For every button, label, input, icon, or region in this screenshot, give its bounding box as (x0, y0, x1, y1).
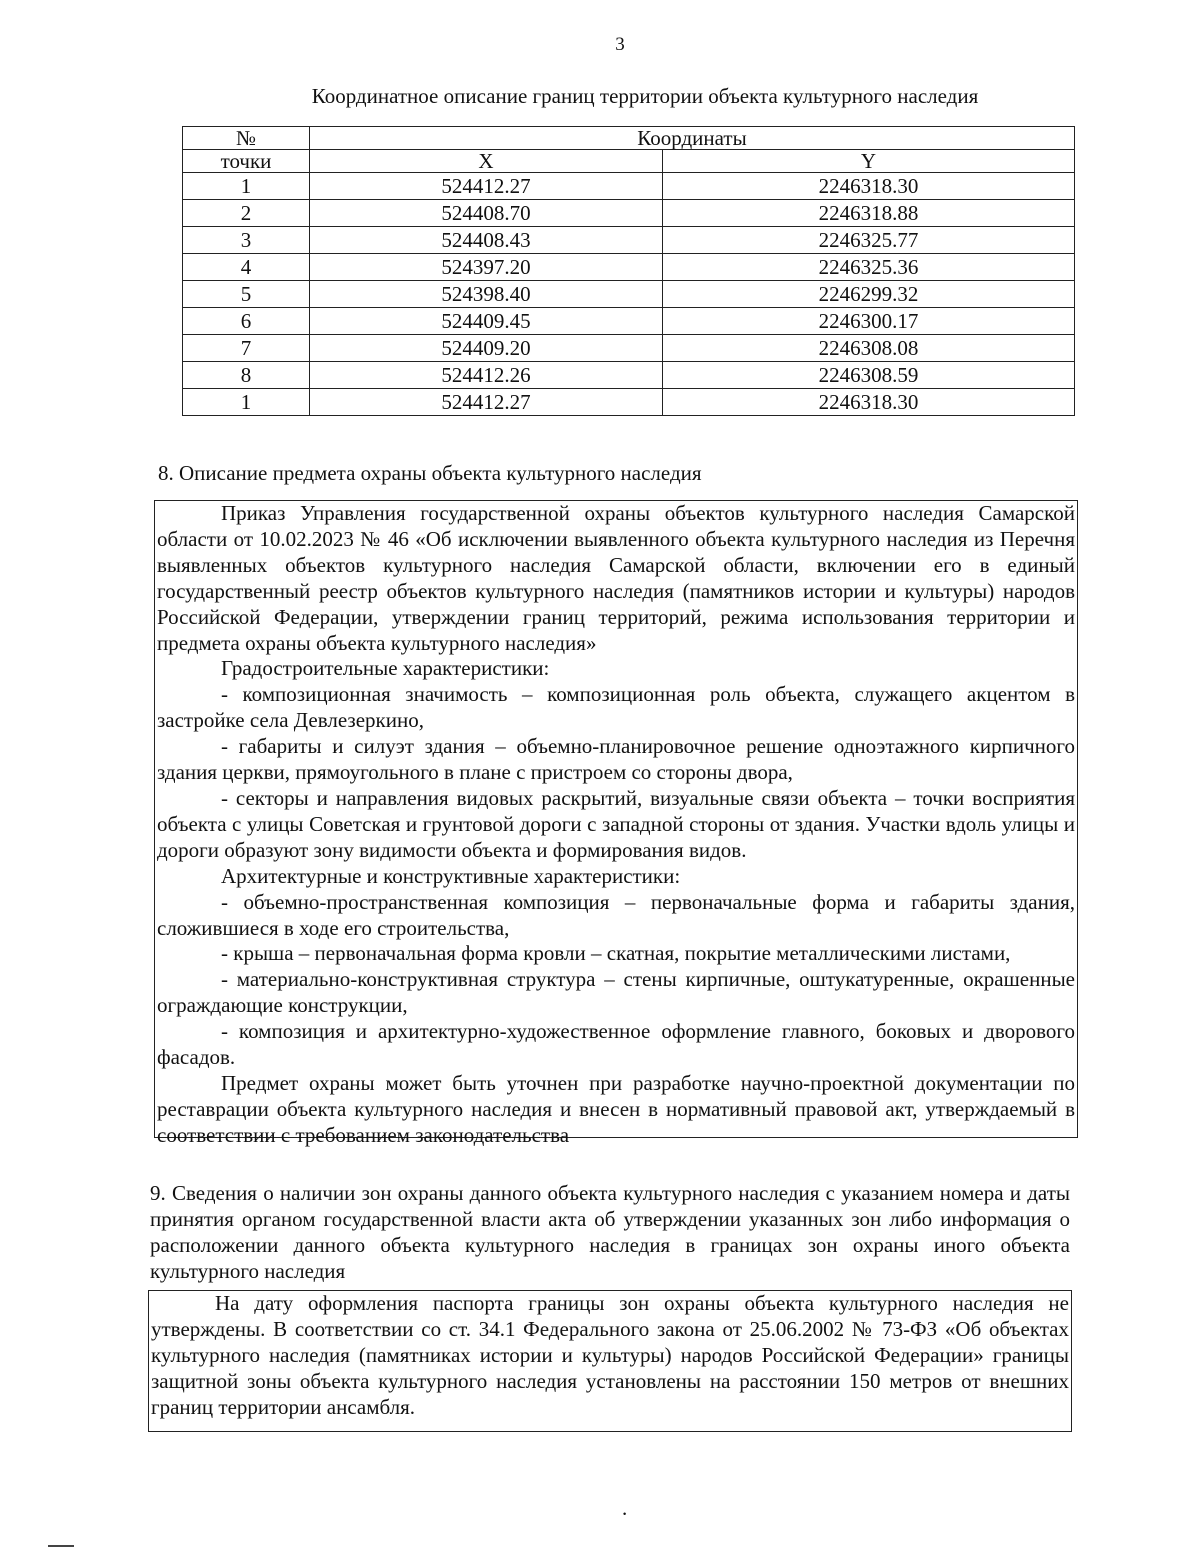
section-9-paragraph: На дату оформления паспорта границы зон охраны объекта культурного наследия не утверждены. В соответствии со ст. 34.1 Федерального закона от 25.06.2002 № 73-ФЗ «Об объектах культурного наследия (памятниках истории и культуры) народов Российской Федерации» границы защитной зоны объекта культурного наследия установлены на расстоянии 150 метров от внешних границ территории ансамбля. (151, 1291, 1069, 1419)
coordinate-cell-x: 524408.70 (310, 200, 663, 227)
coordinate-cell-y: 2246300.17 (663, 308, 1075, 335)
section-8-paragraph: - материально-конструктивная структура – стены кирпичные, оштукатуренные, окрашенные ограждающие конструкции, (157, 967, 1075, 1018)
section-8-paragraph: - композиция и архитектурно-художественное оформление главного, боковых и дворового фасадов. (157, 1019, 1075, 1070)
coordinate-cell-x: 524409.20 (310, 335, 663, 362)
coordinate-row (183, 254, 1075, 281)
coordinate-row (183, 227, 1075, 254)
coordinate-row (183, 308, 1075, 335)
point-number-header: № (183, 127, 310, 150)
section-8-paragraph: - секторы и направления видовых раскрытий, визуальные связи объекта – точки восприятия объекта с улицы Советская и грунтовой дороги с западной стороны от здания. Участки вдоль улицы и дороги образуют зону видимости объекта и формирования видов. (157, 785, 1075, 862)
coordinate-cell-point: 4 (183, 254, 310, 281)
coordinate-cell-y: 2246318.30 (663, 173, 1075, 200)
section-8-box (154, 500, 1078, 1147)
coordinate-row (183, 389, 1075, 416)
section-8-paragraph: Предмет охраны может быть уточнен при разработке научно-проектной документации по реставрации объекта культурного наследия и внесен в нормативный правовой акт, утверждаемый в соответствии с требованием законодательства (157, 1070, 1075, 1147)
section-8-paragraph: - композиционная значимость – композиционная роль объекта, служащего акцентом в застройке села Девлезеркино, (157, 682, 1075, 733)
coordinates-header: Координаты (310, 127, 1075, 150)
section-8-paragraph: - крыша – первоначальная форма кровли – скатная, покрытие металлическими листами, (221, 941, 1011, 966)
coordinate-cell-y: 2246299.32 (663, 281, 1075, 308)
coordinates-rows (183, 173, 1075, 416)
coordinate-cell-point: 2 (183, 200, 310, 227)
coordinate-cell-y: 2246318.30 (663, 389, 1075, 416)
section-8-heading: 8. Описание предмета охраны объекта культурного наследия (158, 461, 702, 485)
section-8-paragraph: Градостроительные характеристики: (221, 656, 550, 681)
coordinate-cell-point: 1 (183, 389, 310, 416)
coordinate-row (183, 200, 1075, 227)
coordinate-row (183, 362, 1075, 389)
coordinate-cell-point: 3 (183, 227, 310, 254)
coordinate-cell-x: 524412.27 (310, 389, 663, 416)
coordinate-cell-x: 524409.45 (310, 308, 663, 335)
section-9-heading: 9. Сведения о наличии зон охраны данного объекта культурного наследия с указанием номера и даты принятия органом государственной власти акта об утверждении указанных зон либо информация о расположении данного объекта культурного наследия в границах зон охраны иного объекта культурного наследия (150, 1181, 1070, 1283)
coordinate-cell-x: 524397.20 (310, 254, 663, 281)
coordinate-cell-x: 524408.43 (310, 227, 663, 254)
coordinates-title: Координатное описание границ территории объекта культурного наследия (311, 84, 979, 108)
coordinate-row (183, 173, 1075, 200)
coordinate-cell-x: 524398.40 (310, 281, 663, 308)
coordinate-cell-point: 7 (183, 335, 310, 362)
coordinate-cell-y: 2246325.36 (663, 254, 1075, 281)
coordinate-cell-x: 524412.26 (310, 362, 663, 389)
section-8-paragraph: - габариты и силуэт здания – объемно-планировочное решение одноэтажного кирпичного здания церкви, прямоугольного в плане с пристроем со стороны двора, (157, 734, 1075, 785)
x-header: X (310, 150, 663, 173)
scan-dot: . (622, 1496, 628, 1520)
page-number: 3 (615, 34, 625, 55)
coordinate-cell-y: 2246325.77 (663, 227, 1075, 254)
coordinate-cell-point: 8 (183, 362, 310, 389)
scan-edge-mark (48, 1545, 74, 1547)
y-header: Y (663, 150, 1075, 173)
section-9-box (148, 1290, 1072, 1432)
coordinate-cell-y: 2246308.08 (663, 335, 1075, 362)
point-label-header: точки (183, 150, 310, 173)
coordinates-table (182, 126, 1075, 416)
coordinate-cell-y: 2246308.59 (663, 362, 1075, 389)
coordinate-row (183, 281, 1075, 308)
section-8-paragraph: - объемно-пространственная композиция – первоначальные форма и габариты здания, сложившиеся в ходе его строительства, (157, 889, 1075, 940)
section-8-paragraph: Приказ Управления государственной охраны объектов культурного наследия Самарской области от 10.02.2023 № 46 «Об исключении выявленного объекта культурного наследия из Перечня выявленных объектов культурного наследия Самарской области, включении его в единый государственный реестр объектов культурного наследия (памятников истории и культуры) народов Российской Федерации, утверждении границ территорий, режима использования территории и предмета охраны объекта культурного наследия» (157, 501, 1075, 655)
coordinate-cell-point: 5 (183, 281, 310, 308)
coordinate-row (183, 335, 1075, 362)
coordinate-cell-y: 2246318.88 (663, 200, 1075, 227)
section-8-paragraph: Архитектурные и конструктивные характеристики: (221, 863, 681, 888)
coordinate-cell-point: 1 (183, 173, 310, 200)
coordinate-cell-point: 6 (183, 308, 310, 335)
coordinate-cell-x: 524412.27 (310, 173, 663, 200)
